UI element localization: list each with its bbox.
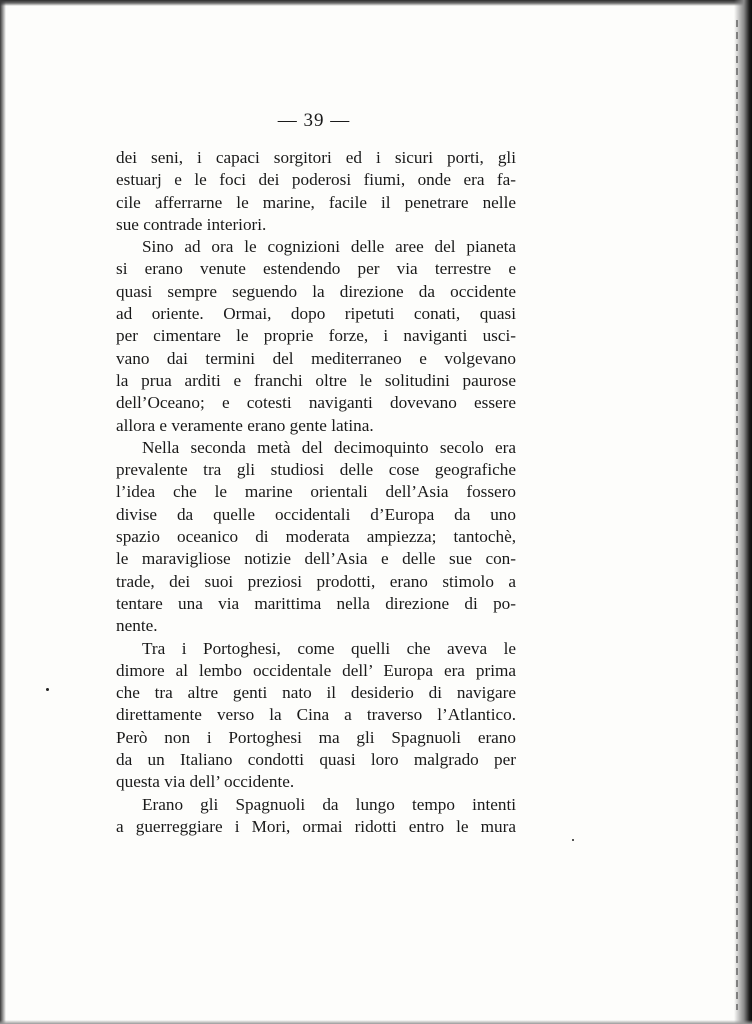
text-line: l’idea che le marine orientali dell’Asia fossero [116,482,516,502]
text-line: estuarj e le foci dei poderosi fiumi, onde era fa- [116,170,516,190]
text-line: vano dai termini del mediterraneo e volgevano [116,348,516,368]
text-line: le maravigliose notizie dell’Asia e delle sue con- [116,549,516,569]
text-line: che tra altre genti nato il desiderio di navigare [116,683,516,703]
text-line: si erano venute estendendo per via terrestre e [116,259,516,279]
text-line: Tra i Portoghesi, come quelli che aveva le [142,638,516,658]
text-line: trade, dei suoi preziosi prodotti, erano stimolo a [116,571,516,591]
text-line: nente. [116,616,158,636]
text-line: Nella seconda metà del decimoquinto secolo era [142,437,516,457]
text-line: per cimentare le proprie forze, i naviganti usci- [116,326,516,346]
text-line: ad oriente. Ormai, dopo ripetuti conati, quasi [116,304,516,324]
scan-edge-left [0,0,6,1024]
scan-speck [572,839,574,841]
text-line: da un Italiano condotti quasi loro malgrado per [116,750,516,770]
text-line: allora e veramente erano gente latina. [116,415,374,435]
text-line: dimore al lembo occidentale dell’ Europa era prima [116,660,516,680]
text-line: Sino ad ora le cognizioni delle aree del pianeta [142,237,516,257]
text-line: Però non i Portoghesi ma gli Spagnuoli erano [116,727,516,747]
text-line: tentare una via marittima nella direzione di po- [116,593,516,613]
scan-edge-bottom [0,1020,752,1024]
scan-speck [46,688,49,691]
text-line: spazio oceanico di moderata ampiezza; tantochè, [116,527,516,547]
text-line: dei seni, i capaci sorgitori ed i sicuri porti, gli [116,148,516,167]
body-text [116,147,516,838]
text-line: quasi sempre seguendo la direzione da occidente [116,281,516,301]
text-line: divise da quelle occidentali d’Europa da uno [116,504,516,524]
text-line: prevalente tra gli studiosi delle cose geografiche [116,460,516,480]
text-line: Erano gli Spagnuoli da lungo tempo intenti [142,794,516,814]
text-line: sue contrade interiori. [116,214,267,234]
scan-edge-right-texture [736,20,738,1010]
page-number: — 39 — [277,110,351,131]
text-line: questa via dell’ occidente. [116,772,295,792]
text-line: cile afferrarne le marine, facile il penetrare nelle [116,192,516,212]
text-line: la prua arditi e franchi oltre le solitudini paurose [116,370,516,390]
scan-edge-top [0,0,752,6]
text-line: dell’Oceano; e cotesti naviganti dovevano essere [116,393,516,413]
text-line: direttamente verso la Cina a traverso l’Atlantico. [116,705,516,725]
text-line: a guerreggiare i Mori, ormai ridotti entro le mura [116,816,516,836]
